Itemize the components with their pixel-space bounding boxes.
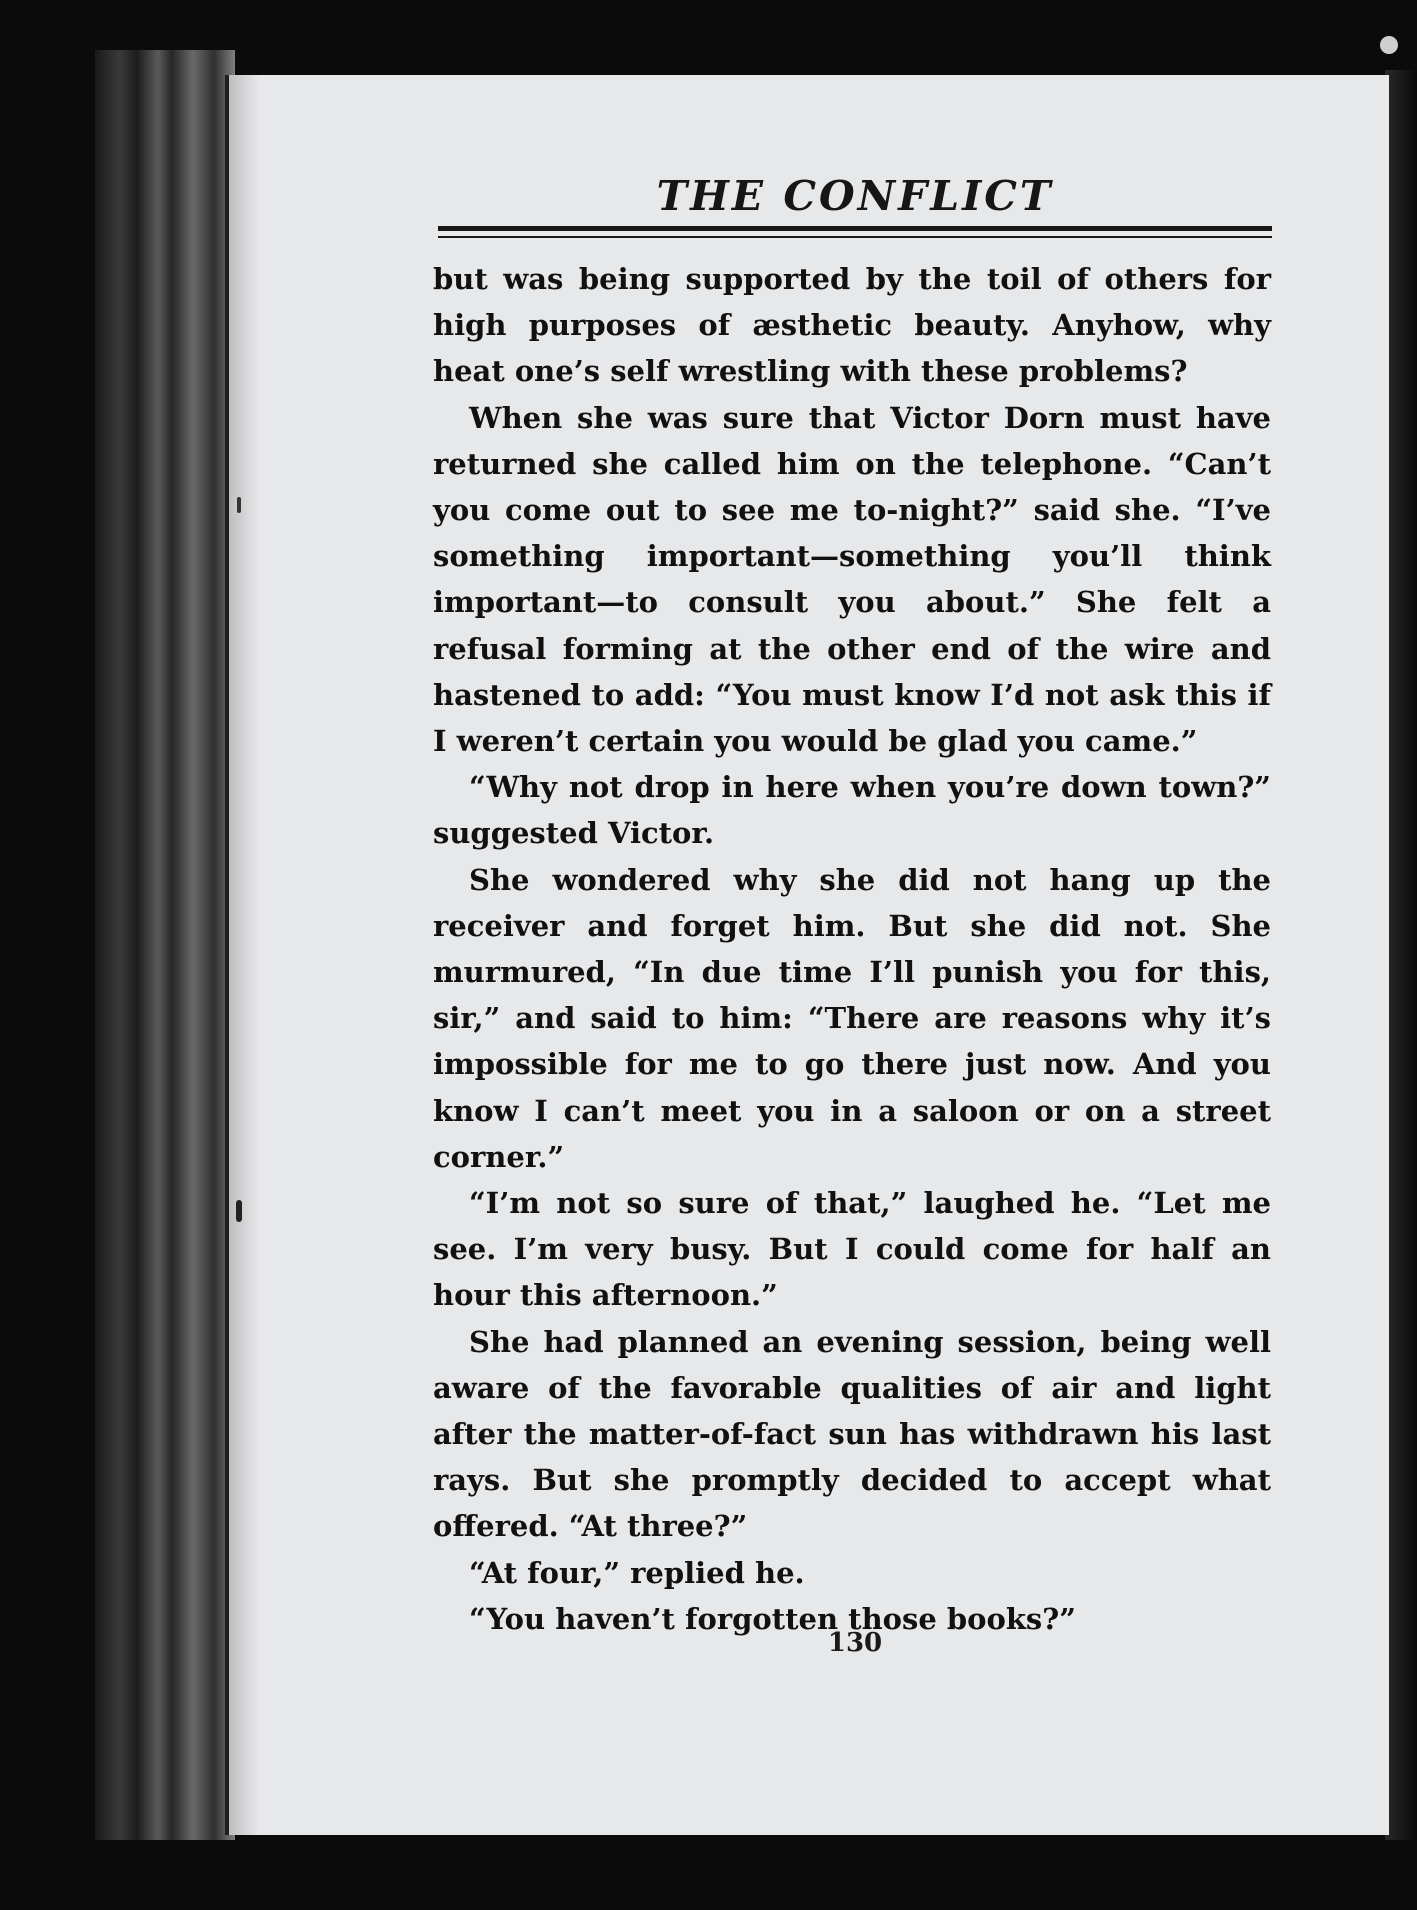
book-edge-left <box>95 50 235 1840</box>
paragraph: She wondered why she did not hang up the receiver and forget him. But she did not. She murmured, “In due time I’ll punish you for this, sir,” and said to him: “There are reasons why it’s impossible for me to go there just now. And you know I can’t meet you in a saloon or on a street corner.” <box>433 862 1271 1174</box>
book-edge-right <box>1385 70 1417 1840</box>
paragraph: “Why not drop in here when you’re down town?” suggested Victor. <box>433 770 1271 851</box>
paragraph: “You haven’t forgotten those books?” <box>469 1601 1076 1636</box>
gutter-shadow <box>229 75 259 1835</box>
header-rule-thin <box>438 236 1272 238</box>
speck <box>1380 36 1398 54</box>
paragraph: “At four,” replied he. <box>469 1555 805 1590</box>
speck <box>236 1200 242 1222</box>
header-rule-thick <box>438 226 1272 231</box>
paragraph: When she was sure that Victor Dorn must have returned she called him on the telephone. “Can’t you come out to see me to-night?” said she. “I’ve something important—something you’ll think important—to consult you about.” She felt a refusal forming at the other end of the wire and hastened to add: “You must know I’d not ask this if I weren’t certain you would be glad you came.” <box>433 400 1271 759</box>
paragraph: She had planned an evening session, being well aware of the favorable qualities of air and light after the matter-of-fact sun has withdrawn his last rays. But she promptly decided to accept what offered. “At three?” <box>433 1324 1271 1544</box>
page-number: 130 <box>827 1628 883 1658</box>
paragraph: but was being supported by the toil of others for high purposes of æsthetic beauty. Anyhow, why heat one’s self wrestling with these problems? <box>433 262 1271 389</box>
speck <box>237 497 241 513</box>
paragraph: “I’m not so sure of that,” laughed he. “Let me see. I’m very busy. But I could come for half an hour this afternoon.” <box>433 1186 1271 1313</box>
body-text <box>433 256 1271 1642</box>
running-head: THE CONFLICT <box>656 172 1054 220</box>
